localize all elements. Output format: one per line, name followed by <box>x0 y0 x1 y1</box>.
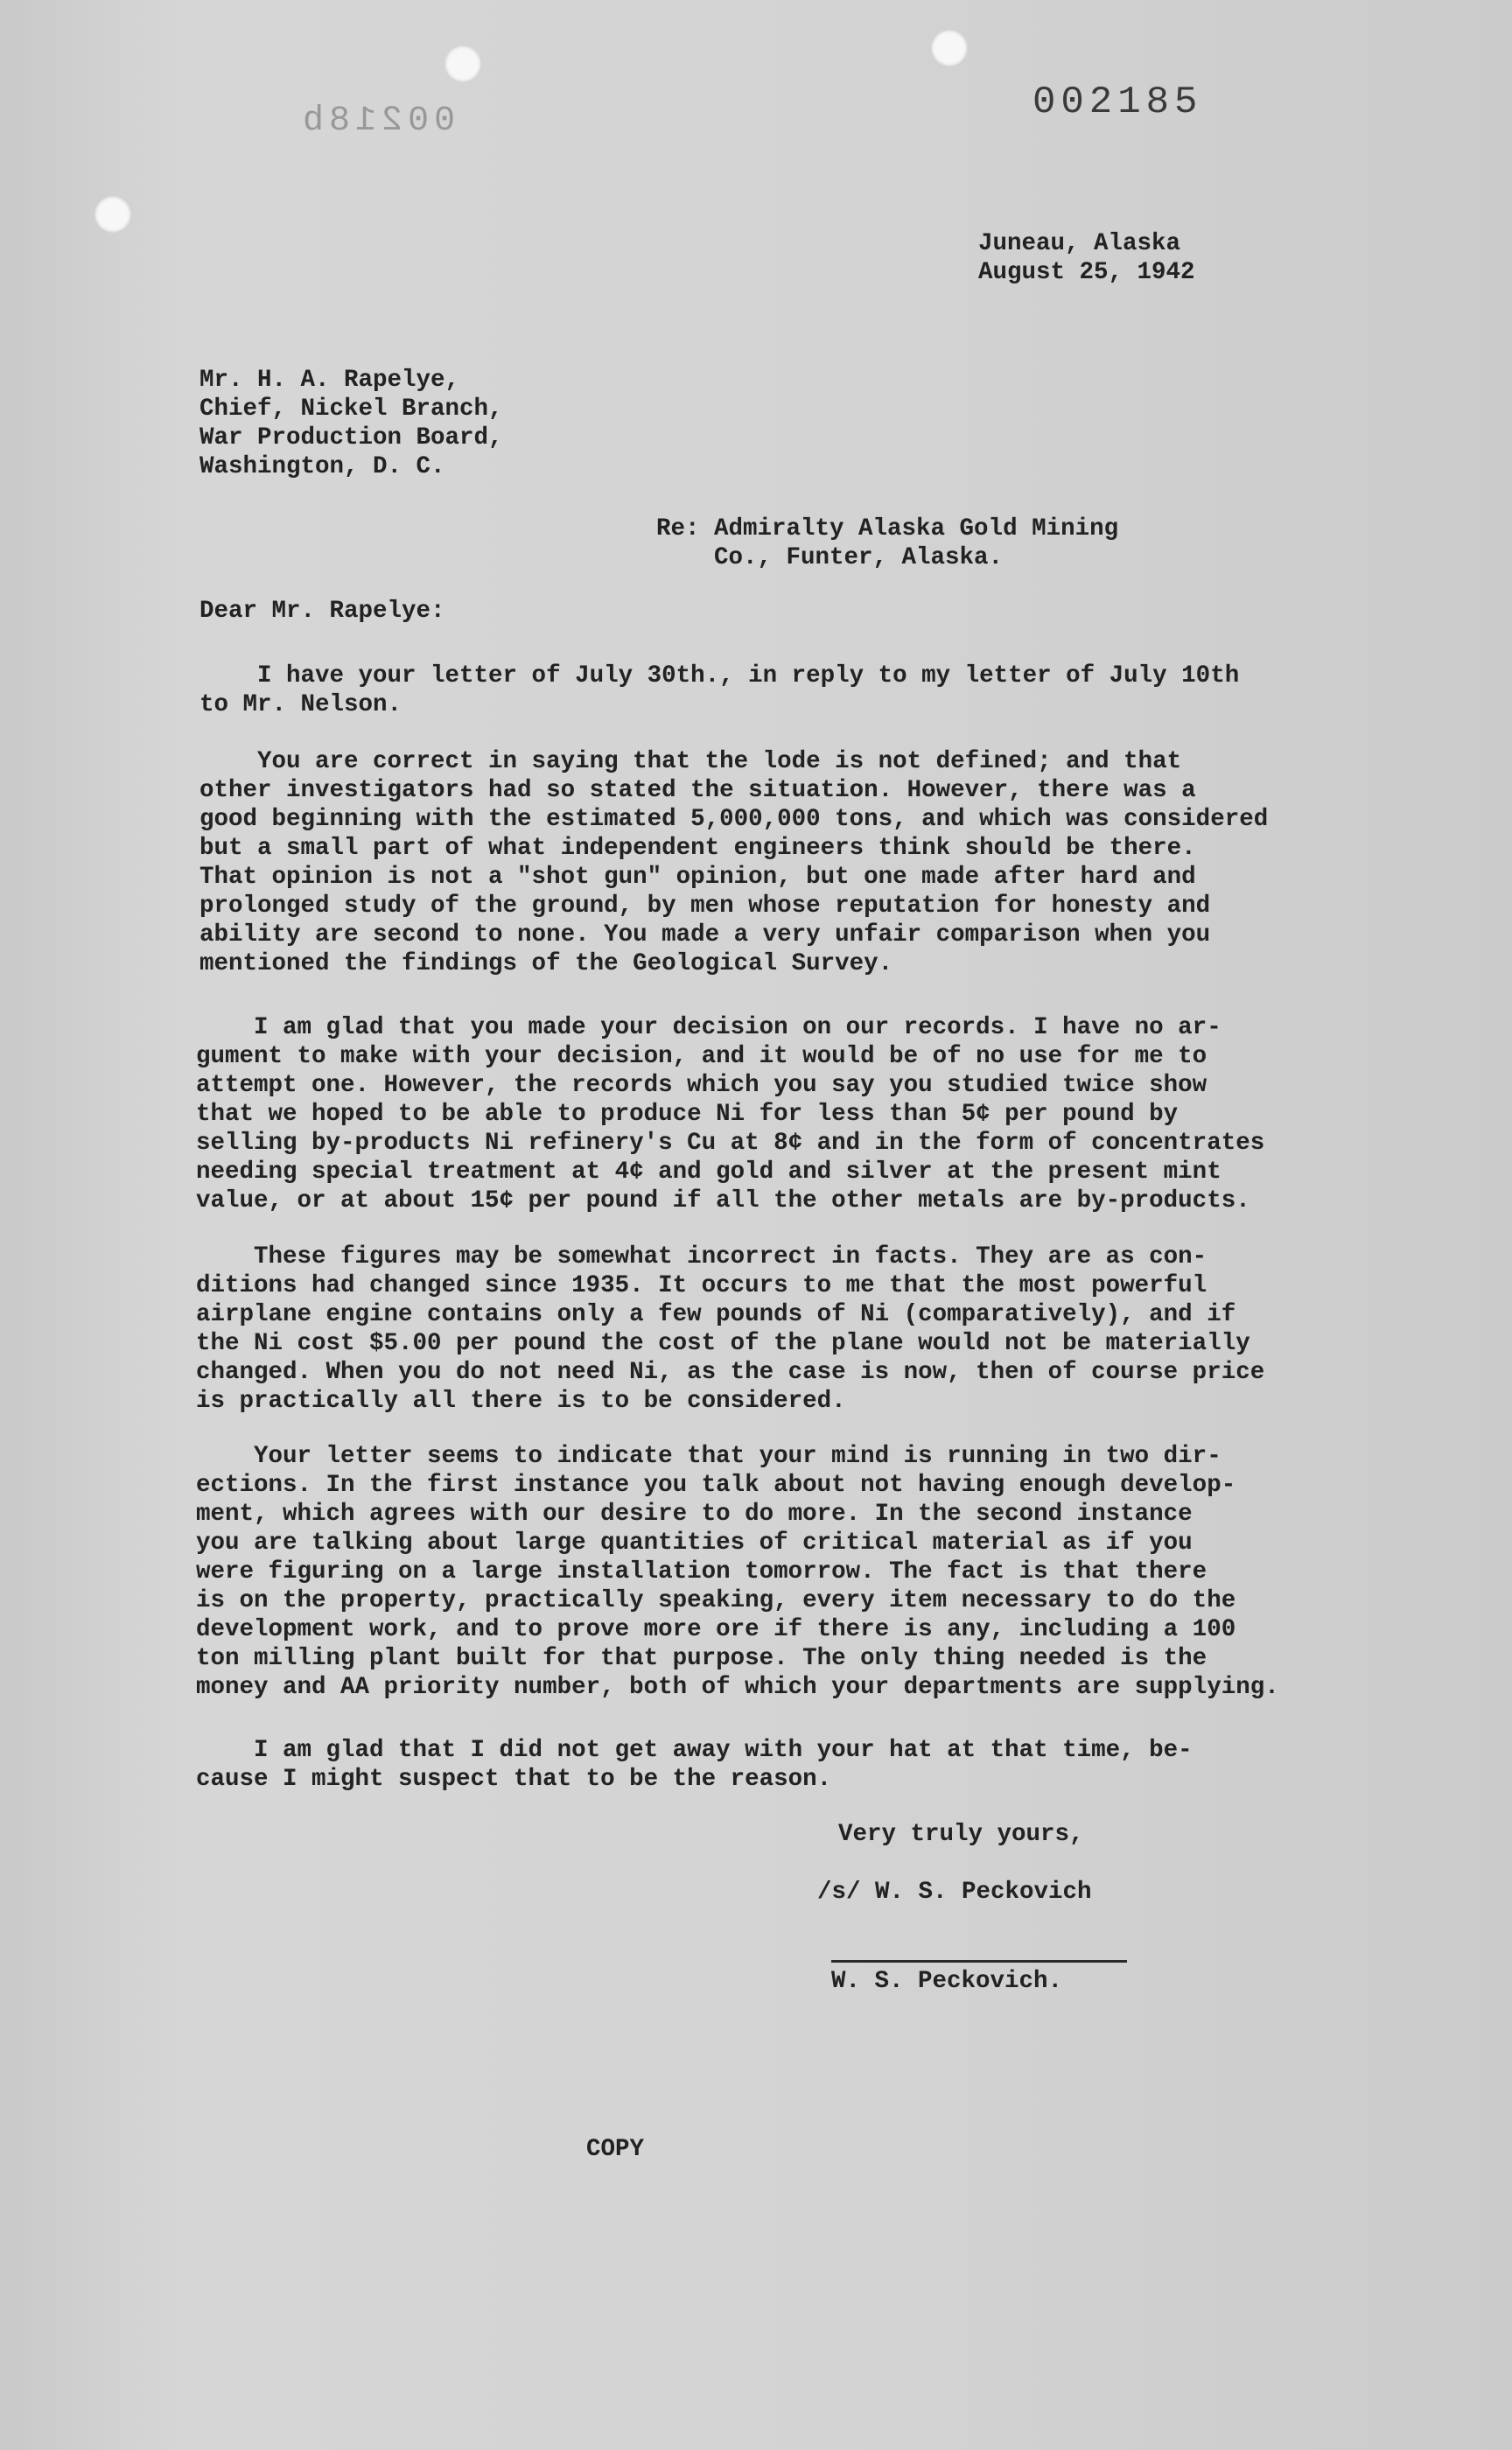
complimentary-close: Very truly yours, <box>838 1821 1084 1848</box>
address-line: War Production Board, <box>200 424 503 452</box>
body-paragraph-2: You are correct in saying that the lode is not defined; and that other investigators had so stated the situation. However, there was a good beginning with the estimated 5,000,000 tons, and which was considered but a small part of what independent engineers think should be there. That opinion is not a "shot gun" opinion, but one made after hard and prolonged study of the ground, by men whose reputation for honesty and ability are second to none. You made a very unfair comparison when you mentioned the findings of the Geological Survey. <box>200 748 1269 977</box>
body-paragraph-4: These figures may be somewhat incorrect in facts. They are as con- ditions had changed since 1935. It occurs to me that the most powerful airplane engine contains only a few pounds of Ni (comparatively), and if the Ni cost $5.00 per pound the cost of the plane would not be materially changed. When you do not need Ni, as the case is now, then of course price is practically all there is to be considered. <box>196 1243 1265 1415</box>
body-paragraph-3: I am glad that you made your decision on our records. I have no ar- gument to make with your decision, and it would be of no use for me to attempt one. However, the records which you say you studied twice show that we hoped to be able to produce Ni for less than 5¢ per pound by selling by-products Ni refinery's Cu at 8¢ and in the form of concentrates needing special treatment at 4¢ and gold and silver at the present mint value, or at about 15¢ per pound if all the other metals are by-products. <box>196 1014 1265 1214</box>
document-number-bleedthrough: 00218b <box>298 102 456 141</box>
punch-hole-top-left <box>444 46 481 82</box>
dateline-date: August 25, 1942 <box>978 259 1195 286</box>
conformed-signature: /s/ W. S. Peckovich <box>817 1879 1092 1906</box>
body-paragraph-6: I am glad that I did not get away with your hat at that time, be- cause I might suspect that to be the reason. <box>196 1737 1193 1793</box>
address-line: Mr. H. A. Rapelye, <box>200 367 460 394</box>
salutation: Dear Mr. Rapelye: <box>200 598 445 625</box>
signature-line <box>831 1960 1127 1963</box>
copy-mark: COPY <box>586 2136 645 2163</box>
subject-line-1: Re: Admiralty Alaska Gold Mining <box>656 515 1119 542</box>
punch-hole-left <box>94 196 131 233</box>
address-line: Chief, Nickel Branch, <box>200 396 503 423</box>
punch-hole-top-right <box>931 30 968 66</box>
address-line: Washington, D. C. <box>200 453 445 480</box>
inside-address <box>200 366 503 481</box>
body-paragraph-1: I have your letter of July 30th., in reply to my letter of July 10th to Mr. Nelson. <box>200 662 1240 718</box>
body-paragraph-5: Your letter seems to indicate that your mind is running in two dir- ections. In the first instance you talk about not having enough develop- ment, which agrees with our desire to do more. In the second instance you are talking about large quantities of critical material as if you were figuring on a large installation tomorrow. The fact is that there is on the property, practically speaking, every item necessary to do the development work, and to prove more ore if there is any, including a 100 ton milling plant built for that purpose. The only thing needed is the money and AA priority number, both of which your departments are supplying. <box>196 1443 1279 1701</box>
document-number: 002185 <box>1032 80 1203 124</box>
subject-line <box>656 514 1118 572</box>
typed-signature: W. S. Peckovich. <box>831 1968 1063 1995</box>
dateline-place: Juneau, Alaska <box>978 230 1181 257</box>
dateline <box>978 229 1195 287</box>
subject-line-2: Co., Funter, Alaska. <box>656 544 1004 571</box>
